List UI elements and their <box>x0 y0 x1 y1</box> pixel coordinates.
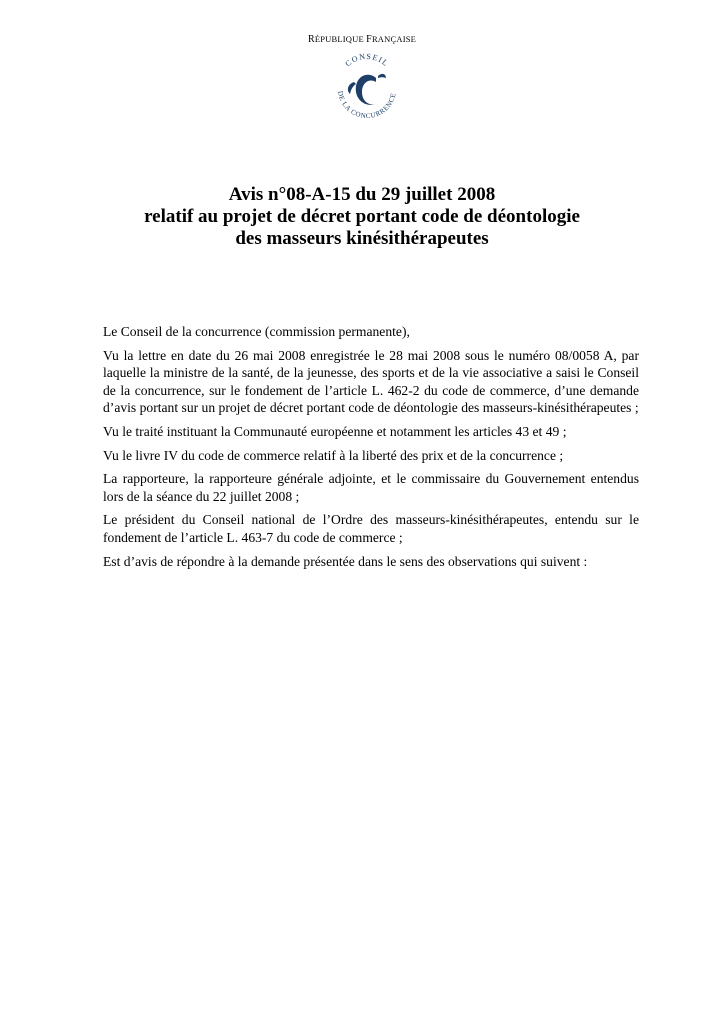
title-line-1: Avis n°08-A-15 du 29 juillet 2008 <box>228 184 496 205</box>
paragraph-rapporteure: La rapporteure, la rapporteure générale adjointe, et le commissaire du Gouvernement entendus lors de la séance du 22 juillet 2008 ; <box>103 471 639 504</box>
paragraph-vu-lettre: Vu la lettre en date du 26 mai 2008 enregistrée le 28 mai 2008 sous le numéro 08/0058 A, par laquelle la ministre de la santé, de la jeunesse, des sports et de la vie associative a saisi le Conseil de la concurrence, sur le fondement de l’article L. 462-2 du code de commerce, d’une demande d’avis portant sur un projet de décret portant code de déontologie des masseurs-kinésithérapeutes ; <box>103 347 639 416</box>
seal-letter-c <box>356 75 376 105</box>
seal-leaf-left <box>348 82 356 94</box>
seal-bottom-text: DE LA CONCURRENCE <box>335 90 398 121</box>
seal-leaf-right <box>378 74 386 78</box>
document-title <box>0 184 724 250</box>
page-header <box>0 34 724 45</box>
document-body <box>103 323 639 576</box>
conseil-concurrence-seal <box>326 52 408 134</box>
paragraph-president: Le président du Conseil national de l’Ordre des masseurs-kinésithérapeutes, entendu sur le fondement de l’article L. 463-7 du code de commerce ; <box>103 512 639 545</box>
paragraph-vu-livre: Vu le livre IV du code de commerce relatif à la liberté des prix et de la concurrence ; <box>103 447 564 463</box>
header-initial-r: R <box>307 34 315 45</box>
header-republique: ÉPUBLIQUE <box>314 34 364 44</box>
paragraph-avis: Est d’avis de répondre à la demande présentée dans le sens des observations qui suivent : <box>103 553 588 569</box>
paragraph-vu-traite: Vu le traité instituant la Communauté européenne et notamment les articles 43 et 49 ; <box>103 423 567 439</box>
header-francaise: RANÇAISE <box>371 34 417 44</box>
paragraph-intro: Le Conseil de la concurrence (commission permanente), <box>103 324 410 339</box>
header-initial-f: F <box>366 34 372 45</box>
title-line-2: relatif au projet de décret portant code de déontologie <box>144 206 580 227</box>
title-line-3: des masseurs kinésithérapeutes <box>235 228 489 249</box>
seal-top-text: CONSEIL <box>343 52 391 69</box>
